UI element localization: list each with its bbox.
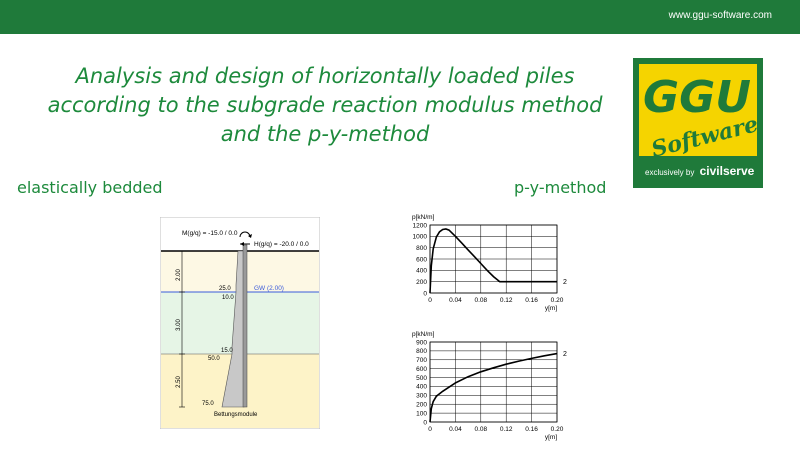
x-tick-label: 0.08 — [474, 297, 488, 304]
y-tick-label: 700 — [416, 357, 427, 365]
x-tick-label: 0.04 — [449, 297, 462, 304]
y-tick-label: 900 — [416, 339, 427, 347]
moment-load-label: M(g/q) = -15.0 / 0.0 — [182, 230, 238, 237]
logo-main-text: GGU — [643, 72, 751, 123]
logo-script-text: Software — [648, 111, 761, 163]
plot-frame — [430, 342, 557, 422]
section-label-elastically-bedded: elastically bedded — [17, 178, 163, 197]
logo-tagline-brand: civilserve — [699, 164, 755, 178]
y-tick-label: 600 — [416, 365, 427, 373]
y-tick-label: 300 — [416, 392, 427, 400]
x-tick-label: 0.08 — [474, 426, 488, 433]
pile — [243, 245, 247, 407]
y-tick-label: 500 — [416, 374, 427, 382]
modulus-label-3: 15.0 — [221, 348, 233, 354]
modulus-label-4: 50.0 — [208, 356, 220, 362]
section-label-py-method: p-y-method — [514, 178, 607, 197]
x-tick-label: 0 — [428, 426, 432, 433]
pile-figure — [160, 217, 320, 434]
modulus-label-5: 75.0 — [202, 401, 214, 407]
py-chart-2 — [392, 325, 582, 452]
y-tick-label: 400 — [416, 267, 427, 275]
y-tick-label: 400 — [416, 383, 427, 391]
series-label: 2 — [563, 351, 567, 359]
y-tick-label: 0 — [423, 290, 427, 298]
x-tick-label: 0.12 — [499, 297, 513, 304]
y-axis-label: p[kN/m] — [412, 214, 435, 221]
x-tick-label: 0.20 — [550, 297, 564, 304]
y-tick-label: 1000 — [412, 233, 427, 241]
series-label: 2 — [563, 279, 567, 287]
ggu-software-logo — [633, 58, 763, 188]
x-tick-label: 0.20 — [550, 426, 564, 433]
modulus-label-2: 10.0 — [222, 295, 234, 301]
groundwater-label: GW (2.00) — [254, 285, 284, 292]
y-tick-label: 100 — [416, 410, 427, 418]
modulus-label-1: 25.0 — [219, 286, 231, 292]
website-url[interactable]: www.ggu-software.com — [668, 10, 772, 21]
x-tick-label: 0.04 — [449, 426, 462, 433]
header-bar — [0, 0, 800, 34]
y-axis-label: p[kN/m] — [412, 331, 435, 338]
horizontal-load-label: H(g/q) = -20.0 / 0.0 — [254, 241, 309, 248]
py-curve — [430, 354, 557, 422]
title-line-3: and the p-y-method — [220, 122, 430, 146]
x-axis-label: y[m] — [544, 305, 558, 312]
layer-thickness-3: 2.50 — [176, 376, 182, 388]
y-tick-label: 1200 — [412, 222, 427, 230]
y-tick-label: 0 — [423, 419, 427, 427]
modulus-diagram-caption: Bettungsmodule — [214, 412, 258, 418]
y-tick-label: 800 — [416, 348, 427, 356]
x-tick-label: 0.16 — [525, 297, 538, 304]
y-tick-label: 200 — [416, 401, 427, 409]
title-line-2: according to the subgrade reaction modulus method — [47, 93, 603, 117]
layer-thickness-1: 2.00 — [176, 269, 182, 281]
x-tick-label: 0 — [428, 297, 432, 304]
x-axis-label: y[m] — [544, 434, 558, 441]
title-line-1: Analysis and design of horizontally loaded piles — [75, 64, 575, 88]
y-tick-label: 200 — [416, 278, 427, 286]
page-title — [40, 62, 610, 149]
layer-thickness-2: 3.00 — [176, 319, 182, 331]
logo-tagline-prefix: exclusively by — [645, 168, 695, 177]
py-curve — [430, 229, 557, 293]
y-tick-label: 800 — [416, 244, 427, 252]
x-tick-label: 0.16 — [525, 426, 538, 433]
x-tick-label: 0.12 — [499, 426, 513, 433]
y-tick-label: 600 — [416, 256, 427, 264]
py-chart-1 — [392, 205, 582, 325]
